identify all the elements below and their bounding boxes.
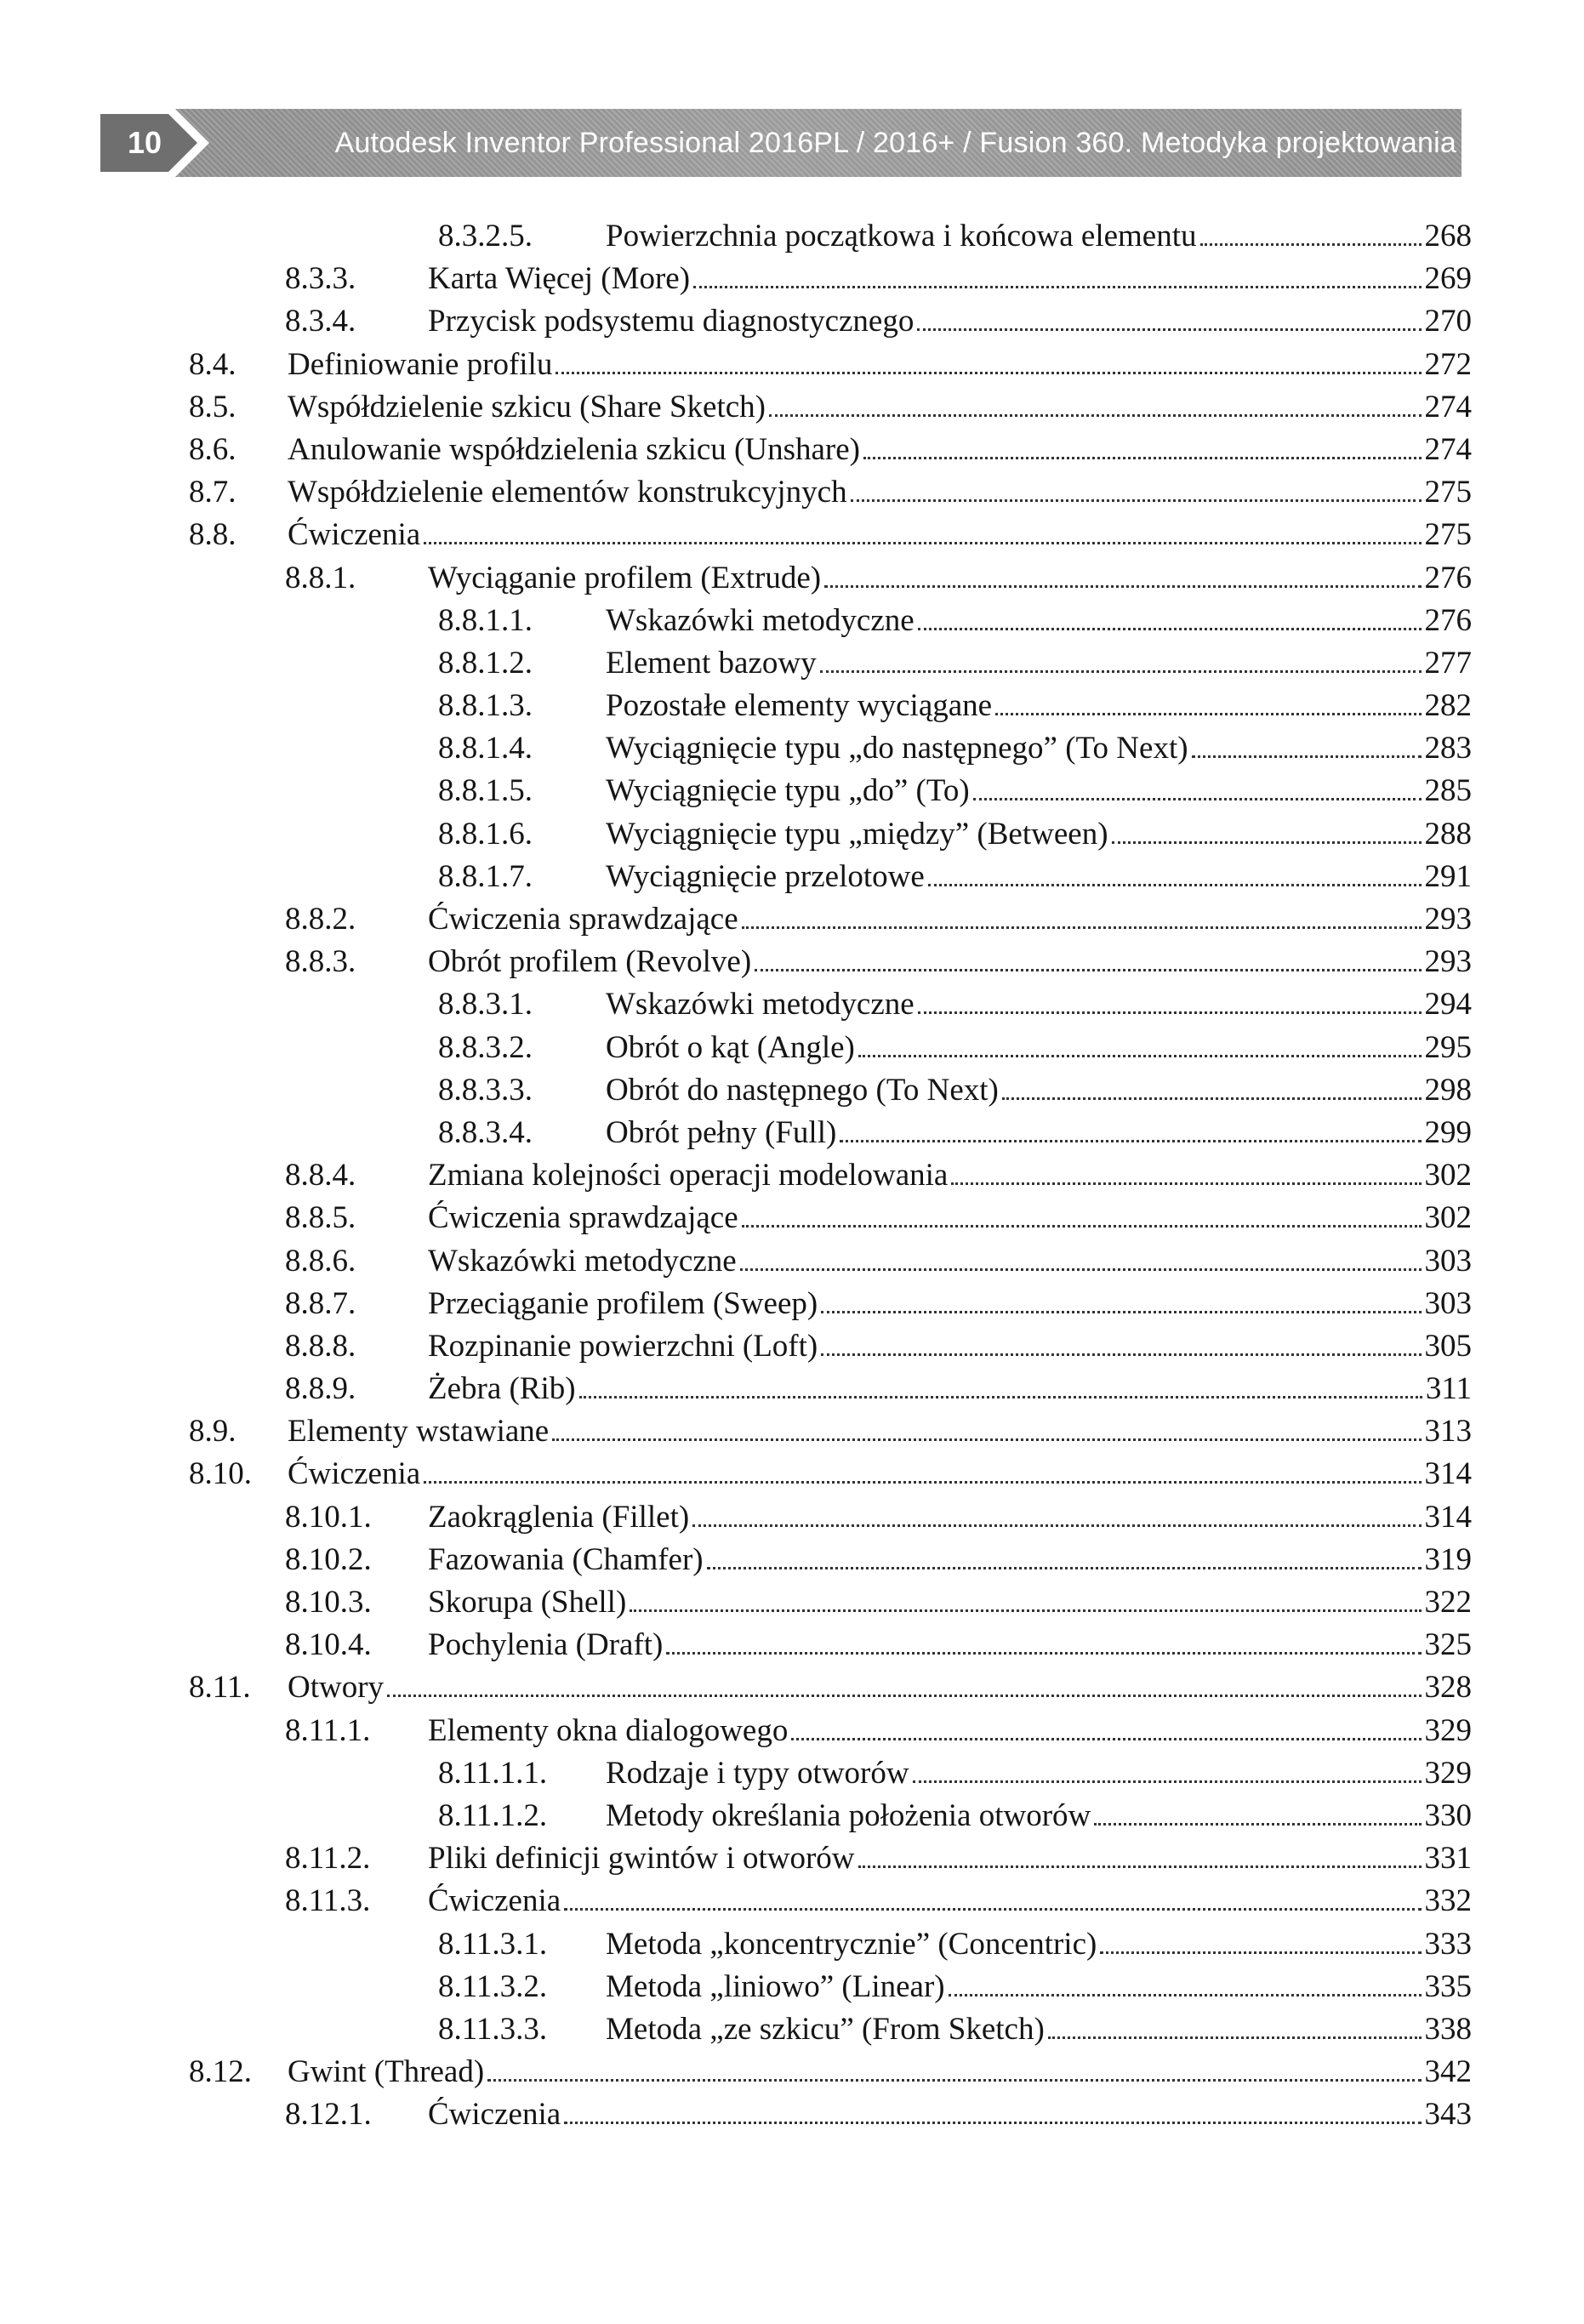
toc-entry-line (428, 1325, 1472, 1368)
toc-entry-line (428, 1581, 1472, 1624)
toc-entry (0, 898, 1584, 941)
toc-entry (0, 344, 1584, 386)
toc-entry-number: 8.11.3.2. (438, 1968, 548, 2004)
toc-entry (0, 1112, 1584, 1154)
toc-entry-number: 8.8.6. (285, 1243, 356, 1279)
toc-entry-line (288, 1666, 1472, 1709)
toc-entry-title: Pochylenia (Draft) (428, 1627, 664, 1663)
toc-entry-page: 298 (1424, 1072, 1472, 1108)
toc-entry-line (288, 1410, 1472, 1453)
toc-entry-page: 295 (1424, 1029, 1472, 1065)
toc-entry (0, 557, 1584, 600)
toc-entry (0, 1581, 1584, 1624)
toc-entry-title: Wyciągnięcie typu „między” (Between) (606, 816, 1108, 852)
toc-entry-page: 275 (1424, 517, 1472, 553)
dot-leader (913, 1780, 1422, 1783)
toc-entry-title: Elementy okna dialogowego (428, 1712, 789, 1748)
toc-entry-page: 314 (1424, 1499, 1472, 1535)
toc-entry-title: Rodzaje i typy otworów (606, 1755, 909, 1791)
toc-entry-title: Ćwiczenia sprawdzające (428, 1200, 738, 1236)
toc-entry-page: 333 (1424, 1926, 1472, 1962)
toc-entry (0, 727, 1584, 770)
toc-entry-number: 8.3.4. (285, 304, 356, 339)
toc-entry-title: Ćwiczenia (428, 1883, 561, 1919)
toc-entry-number: 8.10. (189, 1456, 252, 1492)
toc-entry-page: 303 (1424, 1243, 1472, 1279)
toc-entry-line (428, 1880, 1472, 1922)
toc-entry-number: 8.8.3.3. (438, 1072, 533, 1108)
toc-entry-page: 276 (1424, 602, 1472, 638)
toc-entry-page: 302 (1424, 1200, 1472, 1236)
dot-leader (995, 713, 1421, 715)
toc-entry-line (606, 600, 1472, 642)
toc-entry-line (428, 898, 1472, 941)
toc-entry-title: Wyciąganie profilem (Extrude) (428, 560, 822, 595)
toc-entry-line (606, 215, 1472, 258)
toc-entry-number: 8.5. (189, 389, 236, 424)
toc-entry (0, 1027, 1584, 1069)
dot-leader (740, 1268, 1422, 1271)
dot-leader (1048, 2036, 1422, 2039)
toc-entry (0, 642, 1584, 685)
toc-entry-number: 8.8.1.6. (438, 816, 533, 852)
toc-entry (0, 471, 1584, 514)
toc-entry-line (428, 557, 1472, 600)
toc-entry-line (606, 2008, 1472, 2051)
toc-entry-line (428, 1539, 1472, 1581)
toc-entry-page: 313 (1424, 1414, 1472, 1450)
toc-entry (0, 856, 1584, 898)
toc-entry-number: 8.8.1.4. (438, 731, 533, 766)
toc-entry-page: 319 (1424, 1541, 1472, 1577)
dot-leader (742, 926, 1422, 929)
toc-entry-line (606, 1923, 1472, 1966)
toc-entry (0, 1240, 1584, 1283)
dot-leader (579, 1396, 1422, 1398)
toc-entry-line (428, 258, 1472, 300)
dot-leader (630, 1609, 1421, 1612)
toc-entry-title: Gwint (Thread) (288, 2054, 485, 2090)
dot-leader (928, 884, 1422, 886)
toc-entry-line (606, 770, 1472, 812)
toc-entry-line (606, 813, 1472, 856)
toc-entry-title: Wskazówki metodyczne (428, 1243, 737, 1279)
toc-entry-title: Żebra (Rib) (428, 1371, 576, 1407)
toc-entry-number: 8.10.3. (285, 1585, 372, 1620)
toc-entry-title: Zaokrąglenia (Fillet) (428, 1499, 690, 1535)
table-of-contents (0, 215, 1584, 2136)
toc-entry-title: Elementy wstawiane (288, 1414, 550, 1450)
toc-entry-title: Wyciągnięcie typu „do następnego” (To Next) (606, 731, 1188, 766)
toc-entry-title: Obrót pełny (Full) (606, 1114, 837, 1150)
toc-entry (0, 1752, 1584, 1795)
toc-entry-page: 274 (1424, 389, 1472, 424)
toc-entry-number: 8.8.9. (285, 1371, 356, 1407)
toc-entry-title: Metody określania położenia otworów (606, 1797, 1091, 1833)
toc-entry-page: 335 (1424, 1968, 1472, 2004)
toc-entry-line (428, 941, 1472, 983)
toc-entry-number: 8.11.1.2. (438, 1797, 548, 1833)
toc-entry-title: Anulowanie współdzielenia szkicu (Unshare) (288, 431, 860, 467)
dot-leader (863, 457, 1422, 459)
toc-entry-number: 8.11.3.3. (438, 2011, 548, 2047)
toc-entry-page: 285 (1424, 773, 1472, 809)
toc-entry-number: 8.8.1.7. (438, 858, 533, 894)
toc-entry-title: Obrót profilem (Revolve) (428, 944, 752, 980)
toc-entry (0, 2051, 1584, 2093)
toc-entry (0, 1880, 1584, 1922)
toc-entry-number: 8.8.2. (285, 902, 356, 937)
dot-leader (1192, 755, 1422, 758)
toc-entry (0, 1710, 1584, 1752)
dot-leader (666, 1652, 1421, 1655)
toc-entry (0, 1624, 1584, 1666)
toc-entry-line (428, 1154, 1472, 1197)
toc-entry-number: 8.8.1.3. (438, 688, 533, 724)
dot-leader (707, 1567, 1422, 1569)
dot-leader (755, 969, 1421, 971)
toc-entry-page: 302 (1424, 1158, 1472, 1193)
toc-entry-page: 329 (1424, 1755, 1472, 1791)
toc-entry-number: 8.10.4. (285, 1627, 372, 1663)
toc-entry (0, 300, 1584, 343)
toc-entry (0, 941, 1584, 983)
dot-leader (1094, 1823, 1421, 1826)
toc-entry-title: Ćwiczenia sprawdzające (428, 902, 738, 937)
toc-entry-title: Pliki definicji gwintów i otworów (428, 1841, 855, 1877)
toc-entry-number: 8.11.3.1. (438, 1926, 548, 1962)
dot-leader (858, 1055, 1422, 1057)
toc-entry (0, 429, 1584, 471)
toc-entry-title: Ćwiczenia (288, 517, 421, 553)
toc-entry-number: 8.6. (189, 431, 236, 467)
toc-entry (0, 813, 1584, 856)
toc-entry (0, 1453, 1584, 1495)
toc-entry-title: Wyciągnięcie przelotowe (606, 858, 925, 894)
toc-entry (0, 1666, 1584, 1709)
toc-entry-title: Obrót do następnego (To Next) (606, 1072, 999, 1108)
toc-entry-number: 8.8.5. (285, 1200, 356, 1236)
toc-entry-line (428, 1837, 1472, 1880)
toc-entry-page: 276 (1424, 560, 1472, 595)
toc-entry (0, 215, 1584, 258)
dot-leader (820, 670, 1422, 673)
toc-entry-title: Pozostałe elementy wyciągane (606, 688, 993, 724)
dot-leader (552, 1438, 1421, 1441)
toc-entry-number: 8.8.8. (285, 1328, 356, 1364)
toc-entry-page: 270 (1424, 304, 1472, 339)
toc-entry-title: Metoda „ze szkicu” (From Sketch) (606, 2011, 1045, 2047)
toc-entry (0, 1368, 1584, 1410)
dot-leader (424, 542, 1421, 544)
toc-entry-number: 8.8.4. (285, 1158, 356, 1193)
toc-entry-number: 8.8.3.2. (438, 1029, 533, 1065)
page-number: 10 (128, 125, 162, 160)
toc-entry-number: 8.9. (189, 1414, 236, 1450)
toc-entry-number: 8.11.1.1. (438, 1755, 548, 1791)
toc-entry-page: 331 (1424, 1841, 1472, 1877)
toc-entry-line (606, 685, 1472, 727)
toc-entry-title: Fazowania (Chamfer) (428, 1541, 704, 1577)
toc-entry-title: Współdzielenie elementów konstrukcyjnych (288, 475, 847, 510)
dot-leader (973, 798, 1422, 800)
toc-entry-page: 293 (1424, 902, 1472, 937)
toc-entry (0, 1069, 1584, 1112)
dot-leader (851, 499, 1422, 502)
toc-entry-line (606, 856, 1472, 898)
toc-entry-title: Definiowanie profilu (288, 346, 553, 382)
dot-leader (951, 1182, 1421, 1185)
toc-entry (0, 258, 1584, 300)
dot-leader (424, 1481, 1421, 1484)
toc-entry-title: Rozpinanie powierzchni (Loft) (428, 1328, 818, 1364)
toc-entry-page: 269 (1424, 261, 1472, 297)
dot-leader (858, 1865, 1422, 1868)
toc-entry-title: Wyciągnięcie typu „do” (To) (606, 773, 970, 809)
toc-entry-number: 8.8.1.5. (438, 773, 533, 809)
toc-entry-number: 8.11.2. (285, 1841, 371, 1877)
toc-entry-page: 322 (1424, 1585, 1472, 1620)
toc-entry (0, 1154, 1584, 1197)
toc-entry-page: 274 (1424, 431, 1472, 467)
toc-entry-title: Element bazowy (606, 645, 817, 681)
dot-leader (840, 1140, 1421, 1142)
toc-entry-number: 8.11.1. (285, 1712, 371, 1748)
dot-leader (387, 1695, 1421, 1697)
toc-entry-number: 8.8. (189, 517, 236, 553)
toc-entry (0, 2093, 1584, 2136)
dot-leader (556, 372, 1421, 374)
toc-entry-page: 293 (1424, 944, 1472, 980)
toc-entry-title: Przeciąganie profilem (Sweep) (428, 1285, 818, 1321)
toc-entry (0, 1325, 1584, 1368)
toc-entry-page: 329 (1424, 1712, 1472, 1748)
toc-entry-title: Ćwiczenia (428, 2097, 561, 2133)
toc-entry-line (606, 1027, 1472, 1069)
toc-entry-page: 303 (1424, 1285, 1472, 1321)
dot-leader (1100, 1951, 1421, 1954)
dot-leader (821, 1353, 1421, 1356)
toc-entry-page: 272 (1424, 346, 1472, 382)
dot-leader (1112, 841, 1422, 844)
dot-leader (1200, 243, 1422, 246)
toc-entry-line (428, 1710, 1472, 1752)
toc-entry-page: 275 (1424, 475, 1472, 510)
toc-entry-number: 8.3.2.5. (438, 219, 533, 253)
toc-entry (0, 1923, 1584, 1966)
toc-entry-page: 268 (1424, 219, 1472, 253)
toc-entry-page: 325 (1424, 1627, 1472, 1663)
toc-entry (0, 770, 1584, 812)
toc-entry-line (288, 2051, 1472, 2093)
toc-entry-number: 8.8.1.2. (438, 645, 533, 681)
toc-entry (0, 983, 1584, 1026)
toc-entry-line (288, 514, 1472, 556)
toc-entry-page: 294 (1424, 987, 1472, 1022)
toc-entry-page: 288 (1424, 816, 1472, 852)
dot-leader (487, 2079, 1421, 2082)
toc-entry-line (606, 642, 1472, 685)
toc-entry-title: Karta Więcej (More) (428, 261, 691, 297)
toc-entry-number: 8.8.1. (285, 560, 356, 595)
toc-entry-page: 282 (1424, 688, 1472, 724)
toc-entry (0, 386, 1584, 429)
toc-entry-title: Wskazówki metodyczne (606, 987, 915, 1022)
toc-entry (0, 1539, 1584, 1581)
toc-entry-line (606, 1112, 1472, 1154)
toc-entry-line (606, 1069, 1472, 1112)
toc-entry (0, 1837, 1584, 1880)
toc-entry-number: 8.11.3. (285, 1883, 371, 1919)
toc-entry-number: 8.8.3. (285, 944, 356, 980)
toc-entry-title: Ćwiczenia (288, 1456, 421, 1492)
dot-leader (692, 1524, 1421, 1527)
toc-entry-line (428, 1197, 1472, 1239)
dot-leader (918, 1011, 1422, 1014)
toc-entry-title: Metoda „koncentrycznie” (Concentric) (606, 1926, 1097, 1962)
toc-entry-page: 311 (1425, 1371, 1472, 1407)
toc-entry-page: 342 (1424, 2054, 1472, 2090)
toc-entry-title: Skorupa (Shell) (428, 1585, 627, 1620)
dot-leader (1002, 1097, 1422, 1100)
toc-entry (0, 1283, 1584, 1325)
toc-entry-line (428, 1368, 1472, 1410)
toc-entry-line (428, 2093, 1472, 2136)
toc-entry-number: 8.11. (189, 1670, 251, 1706)
toc-entry (0, 2008, 1584, 2051)
dot-leader (824, 585, 1421, 588)
toc-entry (0, 1795, 1584, 1837)
toc-entry-title: Wskazówki metodyczne (606, 602, 915, 638)
toc-entry-line (288, 386, 1472, 429)
toc-entry-title: Metoda „liniowo” (Linear) (606, 1968, 945, 2004)
toc-entry-line (428, 1624, 1472, 1666)
dot-leader (742, 1225, 1422, 1228)
toc-entry-page: 314 (1424, 1456, 1472, 1492)
toc-entry-line (288, 344, 1472, 386)
toc-entry-line (606, 983, 1472, 1026)
toc-entry (0, 1410, 1584, 1453)
toc-entry-page: 338 (1424, 2011, 1472, 2047)
toc-entry-number: 8.12. (189, 2054, 252, 2090)
toc-entry-number: 8.4. (189, 346, 236, 382)
dot-leader (564, 1908, 1421, 1911)
toc-entry-title: Obrót o kąt (Angle) (606, 1029, 855, 1065)
dot-leader (693, 286, 1421, 288)
dot-leader (918, 628, 1422, 630)
toc-entry-title: Przycisk podsystemu diagnostycznego (428, 304, 915, 339)
dot-leader (791, 1738, 1421, 1740)
dot-leader (769, 414, 1422, 417)
toc-entry-title: Powierzchnia początkowa i końcowa elementu (606, 219, 1197, 253)
toc-entry-title: Otwory (288, 1670, 385, 1706)
toc-entry-number: 8.8.3.1. (438, 987, 533, 1022)
toc-entry-line (288, 429, 1472, 471)
dot-leader (564, 2122, 1421, 2124)
toc-entry-line (606, 1795, 1472, 1837)
toc-entry-number: 8.7. (189, 475, 236, 510)
toc-entry-line (606, 1752, 1472, 1795)
toc-entry-number: 8.8.1.1. (438, 602, 533, 638)
toc-entry-line (606, 1966, 1472, 2008)
toc-entry-line (606, 727, 1472, 770)
toc-entry (0, 685, 1584, 727)
toc-entry-page: 277 (1424, 645, 1472, 681)
toc-entry-page: 283 (1424, 731, 1472, 766)
toc-entry-page: 299 (1424, 1114, 1472, 1150)
toc-entry-page: 328 (1424, 1670, 1472, 1706)
toc-entry-number: 8.8.7. (285, 1285, 356, 1321)
toc-entry-line (428, 1240, 1472, 1283)
dot-leader (917, 328, 1421, 331)
dot-leader (949, 1994, 1422, 1996)
toc-entry (0, 1197, 1584, 1239)
toc-entry-line (288, 1453, 1472, 1495)
toc-entry-line (428, 1496, 1472, 1539)
toc-entry-page: 291 (1424, 858, 1472, 894)
toc-entry-page: 343 (1424, 2097, 1472, 2133)
toc-entry-number: 8.3.3. (285, 261, 356, 297)
dot-leader (821, 1311, 1421, 1313)
toc-entry-page: 305 (1424, 1328, 1472, 1364)
toc-entry-title: Współdzielenie szkicu (Share Sketch) (288, 389, 766, 424)
running-header-title: Autodesk Inventor Professional 2016PL / 2016+ / Fusion 360. Metodyka projektowania (334, 127, 1456, 159)
toc-entry-line (288, 471, 1472, 514)
toc-entry-line (428, 1283, 1472, 1325)
toc-entry-title: Zmiana kolejności operacji modelowania (428, 1158, 949, 1193)
toc-entry-page: 330 (1424, 1797, 1472, 1833)
toc-entry-number: 8.10.1. (285, 1499, 372, 1535)
toc-entry-number: 8.10.2. (285, 1541, 372, 1577)
toc-entry (0, 1966, 1584, 2008)
toc-entry-page: 332 (1424, 1883, 1472, 1919)
toc-entry-number: 8.8.3.4. (438, 1114, 533, 1150)
toc-entry-line (428, 300, 1472, 343)
toc-entry (0, 514, 1584, 556)
toc-entry (0, 1496, 1584, 1539)
toc-entry-number: 8.12.1. (285, 2097, 372, 2133)
toc-entry (0, 600, 1584, 642)
